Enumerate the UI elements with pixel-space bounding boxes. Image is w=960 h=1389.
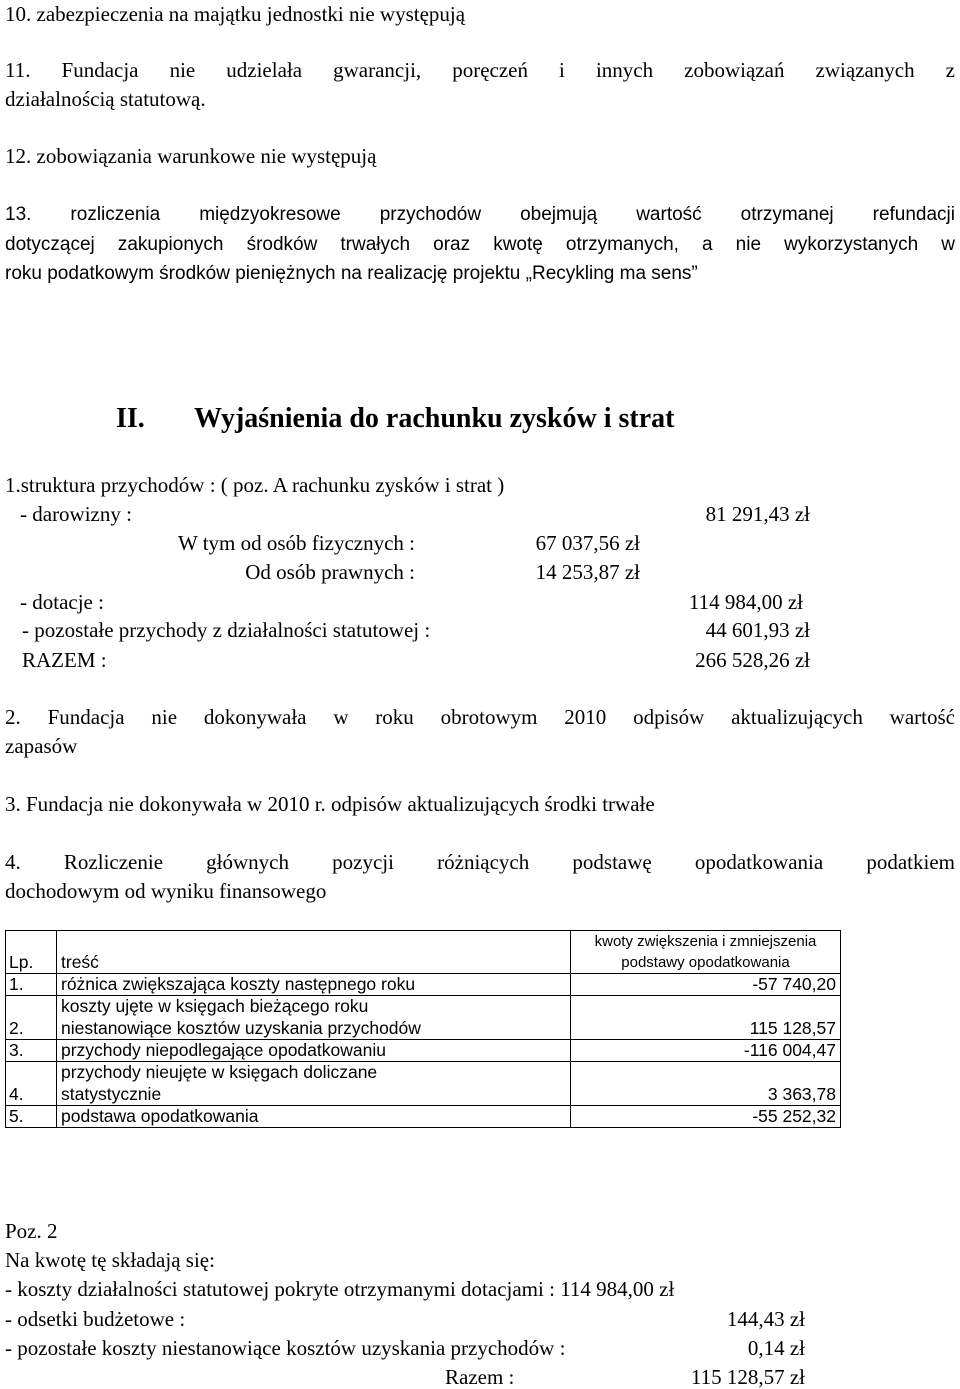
revenue-structure-title: 1.struktura przychodów : ( poz. A rachunku zysków i strat ): [5, 473, 505, 497]
poz2-line3-value: 0,14 zł: [747, 1336, 805, 1360]
poz2-line3-label: - pozostałe koszty niestanowiące kosztów uzyskania przychodów :: [5, 1336, 566, 1360]
row-content: podstawa opodatkowania: [57, 1106, 571, 1128]
section-title: Wyjaśnienia do rachunku zysków i strat: [194, 403, 675, 434]
tax-base-table: [5, 930, 841, 1128]
item-11-line2: działalnością statutową.: [5, 87, 206, 111]
poz2-total-value: 115 128,57 zł: [690, 1365, 805, 1389]
header-lp: Lp.: [6, 931, 57, 974]
poz2-line1: - koszty działalności statutowej pokryte otrzymanymi dotacjami : 114 984,00 zł: [5, 1277, 675, 1301]
legal-entities-value: 14 253,87 zł: [535, 560, 640, 584]
item-10: 10. zabezpieczenia na majątku jednostki nie występują: [5, 2, 466, 26]
row-value: -116 004,47: [571, 1040, 841, 1062]
poz2-total-label: Razem :: [445, 1365, 515, 1389]
row-lp: 2.: [6, 996, 57, 1040]
header-content: treść: [57, 931, 571, 974]
table-row: [6, 996, 841, 1040]
poz2-title: Poz. 2: [5, 1219, 58, 1243]
total-label: RAZEM :: [22, 648, 107, 672]
donations-label: - darowizny :: [20, 502, 132, 526]
row-content-line: przychody nieujęte w księgach doliczane: [61, 1062, 378, 1083]
item-4-line2: dochodowym od wyniku finansowego: [5, 879, 327, 903]
row-value: 3 363,78: [571, 1062, 841, 1106]
individuals-label: W tym od osób fizycznych :: [178, 531, 415, 555]
item-13-line3: roku podatkowym środków pieniężnych na realizację projektu „Recykling ma sens”: [5, 263, 698, 284]
item-12: 12. zobowiązania warunkowe nie występują: [5, 144, 377, 168]
row-content: różnica zwiększająca koszty następnego roku: [57, 974, 571, 996]
item-11-line1: 11. Fundacja nie udzielała gwarancji, poręczeń i innych zobowiązań związanych z: [5, 58, 955, 82]
row-value: 115 128,57: [571, 996, 841, 1040]
item-13-line2: dotyczącej zakupionych środków trwałych oraz kwotę otrzymanych, a nie wykorzystanych w: [5, 234, 955, 255]
row-lp: 1.: [6, 974, 57, 996]
item-4-line1: 4. Rozliczenie głównych pozycji różniących podstawę opodatkowania podatkiem: [5, 850, 955, 874]
other-revenue-value: 44 601,93 zł: [705, 618, 810, 642]
table-row: [6, 1062, 841, 1106]
other-revenue-label: - pozostałe przychody z działalności statutowej :: [22, 618, 431, 642]
header-amounts-line2: podstawy opodatkowania: [621, 954, 790, 971]
row-value: -57 740,20: [571, 974, 841, 996]
header-amounts: [571, 931, 841, 974]
row-lp: 4.: [6, 1062, 57, 1106]
row-lp: 5.: [6, 1106, 57, 1128]
item-13-line1: 13. rozliczenia międzyokresowe przychodów obejmują wartość otrzymanej refundacji: [5, 204, 955, 225]
row-content-line: niestanowiące kosztów uzyskania przychodów: [61, 1017, 421, 1038]
row-content: przychody niepodlegające opodatkowaniu: [57, 1040, 571, 1062]
row-lp: 3.: [6, 1040, 57, 1062]
item-2-line1: 2. Fundacja nie dokonywała w roku obrotowym 2010 odpisów aktualizujących wartość: [5, 705, 955, 729]
row-content: [57, 1062, 571, 1106]
individuals-value: 67 037,56 zł: [535, 531, 640, 555]
poz2-line2-value: 144,43 zł: [726, 1307, 805, 1331]
row-value: -55 252,32: [571, 1106, 841, 1128]
grants-label: - dotacje :: [20, 590, 104, 614]
row-content-line: koszty ujęte w księgach bieżącego roku: [61, 996, 369, 1017]
table-header-row: [6, 931, 841, 974]
row-content-line: statystycznie: [61, 1083, 162, 1104]
table-row: [6, 974, 841, 996]
row-content: [57, 996, 571, 1040]
donations-value: 81 291,43 zł: [705, 502, 810, 526]
item-2-line2: zapasów: [5, 734, 78, 758]
section-numeral: II.: [116, 403, 145, 434]
poz2-intro: Na kwotę tę składają się:: [5, 1248, 215, 1272]
table-row: [6, 1040, 841, 1062]
poz2-line2-label: - odsetki budżetowe :: [5, 1307, 186, 1331]
table-row: [6, 1106, 841, 1128]
legal-entities-label: Od osób prawnych :: [245, 560, 415, 584]
item-3: 3. Fundacja nie dokonywała w 2010 r. odpisów aktualizujących środki trwałe: [5, 792, 655, 816]
header-amounts-line1: kwoty zwiększenia i zmniejszenia: [594, 933, 817, 950]
grants-value: 114 984,00 zł: [688, 590, 803, 614]
total-value: 266 528,26 zł: [695, 648, 810, 672]
